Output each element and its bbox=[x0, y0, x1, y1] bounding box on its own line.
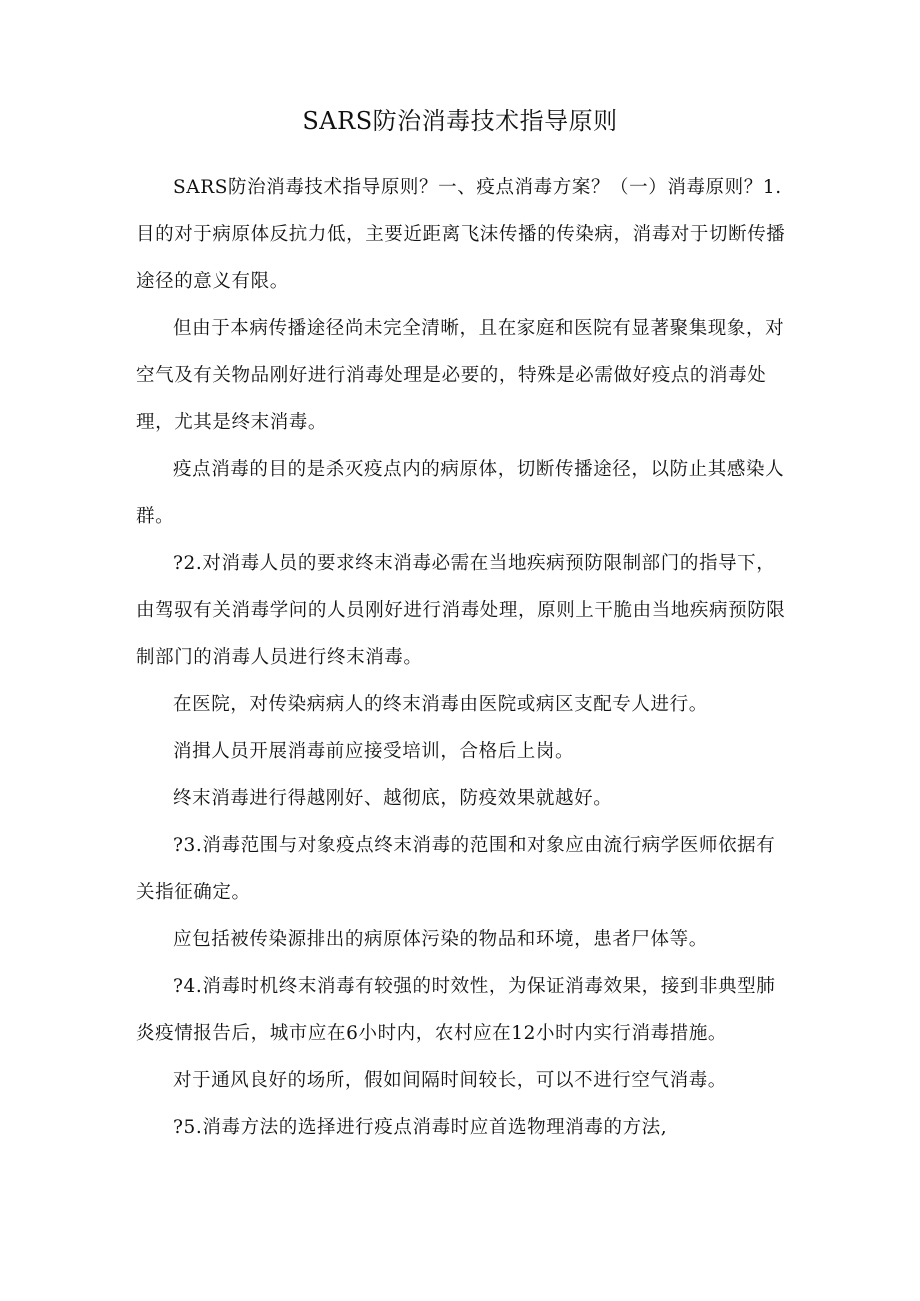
paragraph-10: ?4.消毒时机终末消毒有较强的时效性，为保证消毒效果，接到非典型肺炎疫情报告后，城市应在6小时内，农村应在12小时内实行消毒措施。 bbox=[136, 976, 776, 1044]
document-title: SARS防治消毒技术指导原则 bbox=[302, 107, 618, 135]
paragraph-9: 应包括被传染源排出的病原体污染的物品和环境，患者尸体等。 bbox=[173, 929, 708, 950]
paragraph-7: 终末消毒进行得越刚好、越彻底，防疫效果就越好。 bbox=[173, 788, 613, 809]
paragraph-11: 对于通风良好的场所，假如间隔时间较长，可以不进行空气消毒。 bbox=[173, 1070, 727, 1091]
paragraph-6: 消揖人员开展消毒前应接受培训，合格后上岗。 bbox=[173, 741, 575, 762]
paragraph-2: 但由于本病传播途径尚未完全清晰，且在家庭和医院有显著聚集现象，对空气及有关物品刚好进行消毒处理是必要的，特殊是必需做好疫点的消毒处理，尤其是终末消毒。 bbox=[136, 318, 785, 433]
paragraph-4: ?2.对消毒人员的要求终末消毒必需在当地疾病预防限制部门的指导下，由驾驭有关消毒学问的人员刚好进行消毒处理，原则上干脆由当地疾病预防限制部门的消毒人员进行终末消毒。 bbox=[136, 553, 786, 668]
paragraph-5: 在医院，对传染病病人的终末消毒由医院或病区支配专人进行。 bbox=[173, 694, 708, 715]
paragraph-1: SARS防治消毒技术指导原则？一、疫点消毒方案？（一）消毒原则？1.目的对于病原体反抗力低，主要近距离飞沫传播的传染病，消毒对于切断传播途径的意义有限。 bbox=[136, 177, 786, 292]
paragraph-3: 疫点消毒的目的是杀灭疫点内的病原体，切断传播途径，以防止其感染人群。 bbox=[136, 459, 785, 527]
paragraph-8: ?3.消毒范围与对象疫点终末消毒的范围和对象应由流行病学医师依据有关指征确定。 bbox=[136, 835, 776, 903]
document-body bbox=[136, 164, 790, 1151]
paragraph-12: ?5.消毒方法的选择进行疫点消毒时应首选物理消毒的方法, bbox=[173, 1117, 668, 1138]
